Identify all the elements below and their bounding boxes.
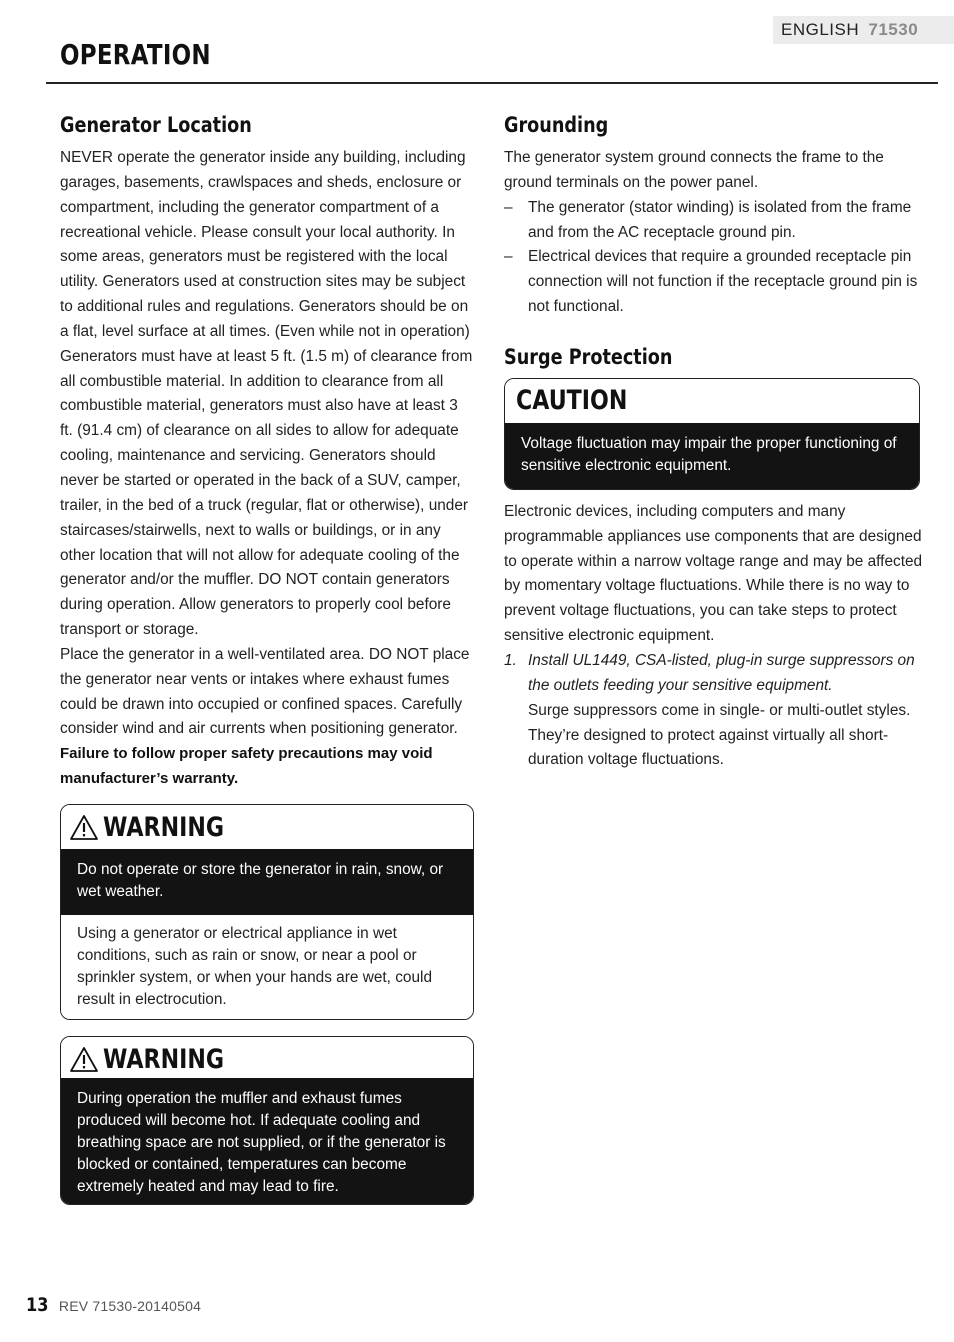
page-number: 13 (26, 1294, 49, 1316)
grounding-heading: Grounding (504, 113, 609, 137)
title-divider (46, 82, 938, 84)
warning-box-wet-weather (60, 804, 474, 1020)
step-detail: Surge suppressors come in single- or multi-outlet styles. They’re designed to protect against virtually all short-duration voltage fluctuations. (528, 701, 911, 769)
revision-code: REV 71530-20140504 (58, 1298, 202, 1314)
left-column (60, 110, 474, 1205)
list-item (504, 196, 924, 246)
generator-location-paragraph-1: NEVER operate the generator inside any building, including garages, basements, crawlspaces and sheds, enclosure or compartment, including the generator compartment of a recreational vehicle. Please consult your local authority. In some areas, generators must be registered with the local utility. Generators used at construction sites may be subject to additional rules and regulations. Generators should be on a flat, level surface at all times. (Even while not in operation) Generators must have at least 5 ft. (1.5 m) of clearance from all combustible material. In addition to clearance from all combustible material, generators must also have at least 3 ft. (91.4 cm) of clearance on all sides to allow for adequate cooling, maintenance and servicing. Generators should never be started or operated in the back of a SUV, camper, trailer, in the bed of a truck (regular, flat or otherwise), under staircases/stairwells, next to walls or buildings, or in any other location that will not allow for adequate cooling of the generator and/or the muffler. DO NOT contain generators during operation. Allow generators to properly cool before transport or storage. (60, 149, 473, 639)
model-number: 71530 (868, 20, 919, 39)
caution-box (504, 378, 920, 490)
list-item (504, 649, 924, 773)
warning-word: WARNING (103, 1043, 225, 1075)
warning-dark-message: During operation the muffler and exhaust fumes produced will become hot. If adequate cooling and breathing space are not supplied, or if the generator is blocked or contained, temperatures can become extremely heated and may lead to fire. (61, 1078, 473, 1204)
list-item-text: The generator (stator winding) is isolated from the frame and from the AC receptacle ground pin. (528, 198, 912, 241)
warning-header (61, 805, 473, 849)
surge-protection-section (504, 342, 924, 773)
list-item-text: Electrical devices that require a grounded receptacle pin connection will not function if the receptacle ground pin is not functional. (528, 248, 918, 316)
surge-protection-heading: Surge Protection (504, 344, 673, 369)
language-label: ENGLISH (781, 20, 860, 39)
list-marker: – (504, 248, 513, 266)
caution-header (505, 379, 919, 423)
page-footer (26, 1294, 201, 1316)
step-instruction: Install UL1449, CSA-listed, plug-in surge suppressors on the outlets feeding your sensitive equipment. (528, 651, 915, 694)
warning-word: WARNING (103, 811, 225, 843)
list-marker: – (504, 198, 513, 216)
right-column (504, 110, 924, 773)
caution-message: Voltage fluctuation may impair the proper functioning of sensitive electronic equipment. (505, 423, 919, 489)
warning-light-message: Using a generator or electrical appliance in wet conditions, such as rain or snow, or near a pool or sprinkler system, or when your hands are wet, could result in electrocution. (61, 915, 473, 1019)
caution-word: CAUTION (516, 384, 628, 416)
grounding-list (504, 196, 924, 320)
generator-location-heading: Generator Location (60, 113, 252, 137)
warning-box-hot-muffler (60, 1036, 474, 1205)
grounding-section (504, 110, 924, 320)
warning-header (61, 1037, 473, 1078)
page-title: OPERATION (60, 38, 211, 71)
warning-triangle-icon (69, 1046, 99, 1073)
language-tab (773, 16, 954, 44)
generator-location-paragraph-2: Place the generator in a well-ventilated area. DO NOT place the generator near vents or intakes where exhaust fumes could be drawn into occupied or confined spaces. Carefully consider wind and air currents when positioning generator. (60, 645, 470, 738)
surge-paragraph: Electronic devices, including computers and many programmable appliances use components that are designed to operate within a narrow voltage range and may be affected by momentary voltage fluctuations. While there is no way to prevent voltage fluctuations, you can take steps to protect sensitive electronic equipment. (504, 502, 923, 645)
surge-steps (504, 649, 924, 773)
grounding-intro: The generator system ground connects the frame to the ground terminals on the power panel. (504, 149, 884, 191)
warranty-note: Failure to follow proper safety precautions may void manufacturer’s warranty. (60, 745, 433, 788)
step-number: 1. (504, 651, 517, 669)
generator-location-section (60, 110, 474, 792)
warning-dark-message: Do not operate or store the generator in rain, snow, or wet weather. (61, 849, 473, 915)
list-item (504, 245, 924, 320)
warning-triangle-icon (69, 814, 99, 841)
